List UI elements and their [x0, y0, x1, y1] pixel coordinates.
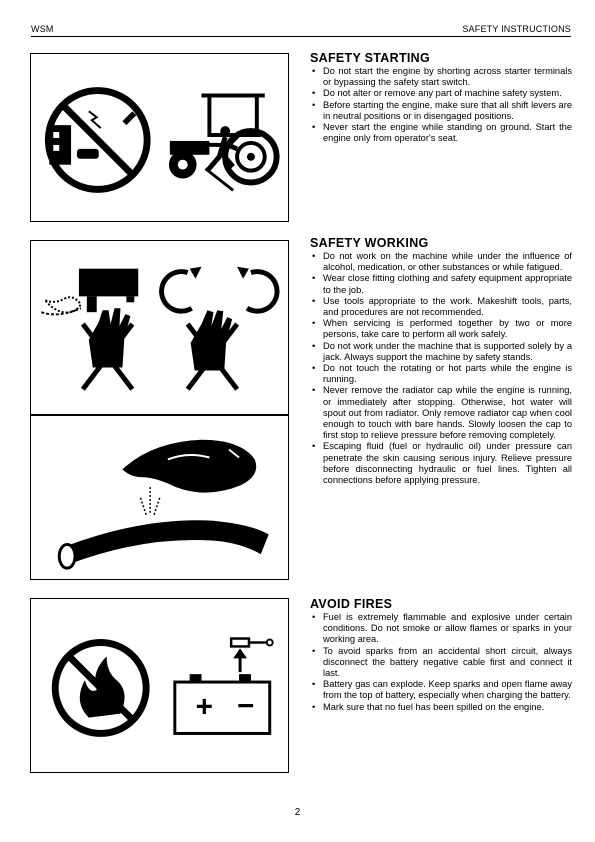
battery-minus-label: − — [237, 689, 255, 723]
pressurized-fluid-graphic — [31, 416, 288, 579]
no-gloves-left-icon — [83, 308, 132, 389]
list-item: • Before starting the engine, make sure that all shift levers are in neutral positions or in disengaged positions. — [310, 100, 572, 122]
no-fire-icon — [55, 642, 146, 733]
rotation-arrows-icon — [162, 267, 278, 311]
list-item: • Do not work under the machine that is supported solely by a jack. Always support the machine by safety stands. — [310, 341, 572, 363]
bullet-list — [310, 66, 572, 144]
safety-working-illustration — [30, 240, 289, 415]
pressurized-fluid-illustration — [30, 415, 289, 580]
list-item: • Battery gas can explode. Keep sparks and open flame away from the top of battery, especially when charging the battery. — [310, 679, 572, 701]
disconnect-cable-icon — [231, 639, 273, 673]
list-item: • To avoid sparks from an accidental short circuit, always disconnect the battery negative cable first and connect it last. — [310, 646, 572, 680]
list-item: • Escaping fluid (fuel or hydraulic oil) under pressure can penetrate the skin causing serious injury. Relieve pressure before disconnecting hydraulic or fuel lines. Tighten all connections before applying pressure. — [310, 441, 572, 486]
list-item: • Never start the engine while standing on ground. Start the engine only from operator's seat. — [310, 122, 572, 144]
list-item: • Do not alter or remove any part of machine safety system. — [310, 88, 572, 99]
list-item: • Do not start the engine by shorting across starter terminals or bypassing the safety start switch. — [310, 66, 572, 88]
bullet-list — [310, 612, 572, 713]
spray-icon — [140, 487, 160, 515]
list-item: • When servicing is performed together by two or more persons, take care to perform all work safely. — [310, 318, 572, 340]
hand-icon — [122, 440, 256, 493]
hose-icon — [59, 520, 268, 568]
safety-starting-illustration — [30, 53, 289, 222]
list-item: • Do not work on the machine while under the influence of alcohol, medication, or other substances or while fatigued. — [310, 251, 572, 273]
safety-starting-graphic — [31, 54, 288, 221]
section-safety-working — [310, 236, 572, 486]
tractor-icon — [169, 96, 277, 191]
section-title: SAFETY WORKING — [310, 236, 429, 250]
section-safety-starting — [310, 51, 572, 144]
section-title: AVOID FIRES — [310, 597, 393, 611]
bullet-list — [310, 251, 572, 486]
battery-icon — [175, 674, 270, 733]
list-item: • Wear close fitting clothing and safety equipment appropriate to the job. — [310, 273, 572, 295]
avoid-fires-graphic — [31, 599, 288, 772]
list-item: • Do not touch the rotating or hot parts while the engine is running. — [310, 363, 572, 385]
header-rule — [31, 36, 571, 37]
no-gloves-right-icon — [188, 310, 237, 389]
section-avoid-fires — [310, 597, 572, 713]
avoid-fires-illustration — [30, 598, 289, 773]
page-number: 2 — [294, 807, 301, 818]
list-item: • Never remove the radiator cap while the engine is running, or immediately after stopping. Otherwise, hot water will spout out from radiator. Only remove radiator cap when cool enough to touch with bare hands. Slowly loosen the cap to first stop to relieve pressure before removing completely. — [310, 385, 572, 441]
battery-plus-label: + — [195, 690, 213, 724]
header-right: SAFETY INSTRUCTIONS — [462, 24, 571, 34]
list-item: • Mark sure that no fuel has been spilled on the engine. — [310, 702, 572, 713]
safety-working-graphic — [31, 241, 288, 414]
no-short-circuit-icon — [48, 91, 147, 190]
header-left: WSM — [31, 24, 54, 34]
list-item: • Fuel is extremely flammable and explosive under certain conditions. Do not smoke or allow flames or sparks in your working area. — [310, 612, 572, 646]
list-item: • Use tools appropriate to the work. Makeshift tools, parts, and procedures are not recommended. — [310, 296, 572, 318]
section-title: SAFETY STARTING — [310, 51, 431, 65]
rotating-machine-icon — [41, 269, 138, 315]
